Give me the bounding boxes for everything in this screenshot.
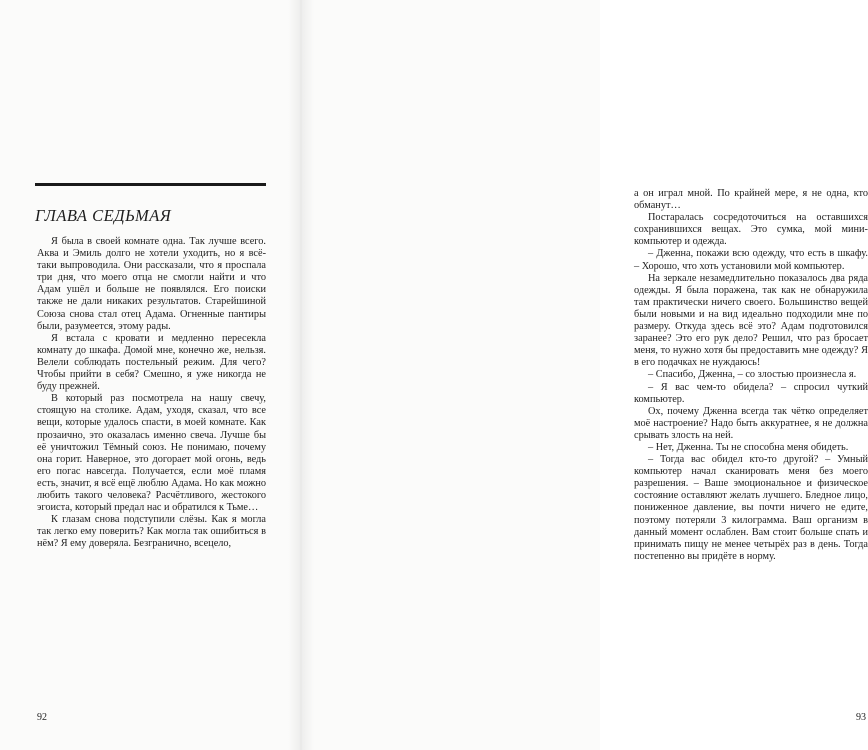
- chapter-rule: [35, 183, 266, 186]
- paragraph: Я встала с кровати и медленно пересекла комнату до шкафа. Домой мне, конечно же, нельзя. Велели соблюдать постельный режим. Для чего? Чтобы прийти в себя? Смешно, я уже никогда не буду прежней.: [37, 332, 266, 393]
- paragraph: – Нет, Дженна. Ты не способна меня обидеть.: [648, 441, 849, 453]
- left-page-text: [37, 236, 266, 550]
- paragraph: В который раз посмотрела на нашу свечу, стоящую на столике. Адам, уходя, сказал, что все вещи, которые удалось спасти, в моей комнате. Как прозаично, это оказалась именно свеча. Лучше бы её уничтожил Тёмный союз. Не понимаю, почему она горит. Наверное, это догорает мой огонь, ведь его погас навсегда. Получается, если моё пламя есть, значит, я всё ещё люблю Адама. Но как можно любить такого человека? Расчётливого, жестокого эгоиста, который предал нас и обратился к Тьме…: [37, 393, 266, 514]
- page-number-left: 92: [37, 712, 47, 723]
- page-number-right: 93: [856, 712, 866, 723]
- paragraph: – Я вас чем-то обидела? – спросил чуткий компьютер.: [634, 381, 868, 405]
- paragraph: На зеркале незамедлительно показалось два ряда одежды. Я была поражена, так как не обнаружила там практически ничего своего. Большинство вещей были новыми и на вид идеально подходили мне по размеру. Откуда здесь всё это? Адам подготовился заранее? Это его рук дело? Решил, что раз бросает меня, то нужно хотя бы предоставить мне одежду? Я в его подачках не нуждаюсь!: [634, 272, 868, 369]
- paragraph: – Дженна, покажи всю одежду, что есть в шкафу. – Хорошо, что хоть установили мой компьютер.: [634, 248, 868, 272]
- paragraph: Я была в своей комнате одна. Так лучше всего. Аква и Эмиль долго не хотели уходить, но я всё-таки выпроводила. Они рассказали, что я проспала три дня, что моего отца не смогли найти и что Адам ушёл и больше не появлялся. Его поиски также не дали никаких результатов. Старейшиной Союза снова стал отец Адама. Огненные пантиры были, разумеется, этому рады.: [37, 236, 266, 332]
- right-page-text: [634, 188, 868, 563]
- left-page: [0, 0, 300, 750]
- paragraph: Ох, почему Дженна всегда так чётко определяет моё настроение? Надо быть аккуратнее, я не должна срывать злость на ней.: [634, 405, 868, 441]
- paragraph: Постаралась сосредоточиться на оставшихся сохранившихся вещах. Это сумка, мой мини-компьютер и одежда.: [634, 212, 868, 248]
- paragraph: – Спасибо, Дженна, – со злостью произнесла я.: [648, 369, 857, 381]
- chapter-title: ГЛАВА СЕДЬМАЯ: [35, 206, 172, 225]
- paragraph: а он играл мной. По крайней мере, я не одна, кто обманут…: [634, 188, 868, 212]
- right-page: [300, 0, 868, 750]
- paragraph: К глазам снова подступили слёзы. Как я могла так легко ему поверить? Как могла так ошибиться в нём? Я ему доверяла. Безгранично, всецело,: [37, 514, 266, 550]
- paragraph: – Тогда вас обидел кто-то другой? – Умный компьютер начал сканировать меня без моего разрешения. – Ваше эмоциональное и физическое состояние оставляют желать лучшего. Бледное лицо, пониженное давление, вы почти ничего не едите, поэтому потеряли 3 килограмма. Ваш организм в данный момент ослаблен. Вам стоит больше спать и принимать пищу не менее четырёх раз в день. Тогда постепенно вы придёте в норму.: [634, 454, 868, 562]
